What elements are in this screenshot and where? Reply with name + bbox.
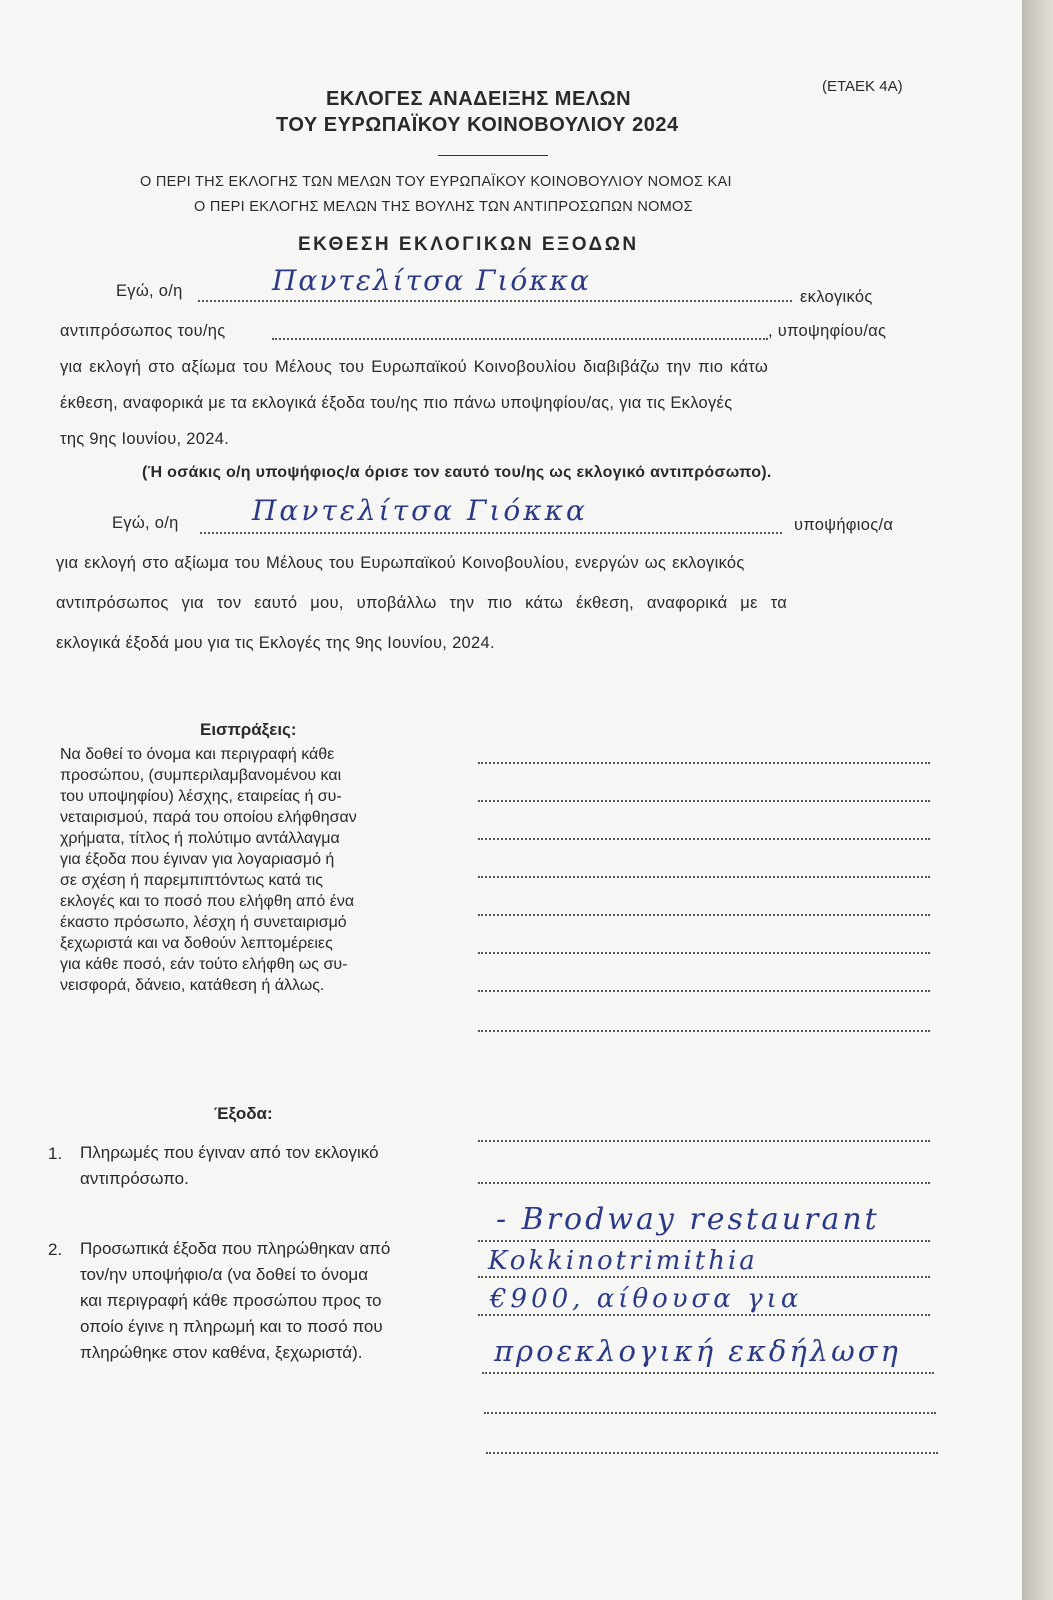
agent-name-handwritten: Παντελίτσα Γιόκκα bbox=[272, 264, 591, 297]
expense-item-2-entry-line[interactable] bbox=[482, 1372, 934, 1374]
agent-name-line[interactable] bbox=[198, 300, 792, 302]
candidate-self-name-line[interactable] bbox=[200, 532, 782, 534]
candidate-name-line[interactable] bbox=[272, 338, 768, 340]
candidate-prefix: Εγώ, ο/η bbox=[112, 514, 179, 532]
receipts-line: νεισφορά, δάνειο, κατάθεση ή άλλως. bbox=[60, 977, 325, 994]
self-agent-note: (Ή οσάκις ο/η υποψήφιος/α όρισε τον εαυτό του/ης ως εκλογικό αντιπρόσωπο). bbox=[142, 464, 772, 481]
receipts-line: του υποψηφίου) λέσχης, εταιρείας ή συ- bbox=[60, 788, 342, 805]
law-line-2: Ο ΠΕΡΙ ΕΚΛΟΓΗΣ ΜΕΛΩΝ ΤΗΣ ΒΟΥΛΗΣ ΤΩΝ ΑΝΤΙΠΡΟΣΩΠΩΝ ΝΟΜΟΣ bbox=[194, 199, 693, 215]
receipts-line: εκλογές και το ποσό που ελήφθη από ένα bbox=[60, 893, 355, 910]
agent-line3: για εκλογή στο αξίωμα του Μέλους του Ευρωπαϊκού Κοινοβουλίου διαβιβάζω την πιο κάτω bbox=[60, 358, 769, 376]
expense-item-2-line: και περιγραφή κάθε προσώπου προς το bbox=[80, 1291, 382, 1310]
expense-item-2-entry-line[interactable] bbox=[484, 1412, 936, 1414]
candidate-suffix: υποψήφιος/α bbox=[794, 516, 894, 534]
receipts-entry-line[interactable] bbox=[478, 762, 930, 764]
receipts-entry-line[interactable] bbox=[478, 1030, 930, 1032]
law-line-1: Ο ΠΕΡΙ ΤΗΣ ΕΚΛΟΓΗΣ ΤΩΝ ΜΕΛΩΝ ΤΟΥ ΕΥΡΩΠΑΪΚΟΥ ΚΟΙΝΟΒΟΥΛΙΟΥ ΝΟΜΟΣ ΚΑΙ bbox=[140, 174, 732, 190]
expense-item-1-line: αντιπρόσωπο. bbox=[80, 1169, 189, 1188]
expense-item-2-line: τον/ην υποψήφιο/α (να δοθεί το όνομα bbox=[80, 1265, 369, 1284]
expense-handwritten-line: - Brodway restaurant bbox=[496, 1202, 880, 1237]
receipts-description bbox=[60, 744, 460, 996]
receipts-line: για έξοδα που έγιναν για λογαριασμό ή bbox=[60, 851, 335, 868]
expense-item-2-line: Προσωπικά έξοδα που πληρώθηκαν από bbox=[80, 1239, 391, 1258]
candidate-line4: εκλογικά έξοδά μου για τις Εκλογές της 9ης Ιουνίου, 2024. bbox=[56, 634, 495, 652]
receipts-line: για κάθε ποσό, εάν τούτο ελήφθη ως συ- bbox=[60, 956, 348, 973]
candidate-name-handwritten: Παντελίτσα Γιόκκα bbox=[252, 494, 588, 527]
expense-item-2-entry-line[interactable] bbox=[486, 1452, 938, 1454]
agent-line2-suffix: , υποψηφίου/ας bbox=[768, 322, 887, 340]
candidate-line2: για εκλογή στο αξίωμα του Μέλους του Ευρωπαϊκού Κοινοβουλίου, ενεργών ως εκλογικός bbox=[56, 554, 745, 572]
title-divider bbox=[438, 155, 548, 156]
background-surface bbox=[1022, 0, 1053, 1600]
receipts-line: Να δοθεί το όνομα και περιγραφή κάθε bbox=[60, 746, 335, 763]
receipts-entry-line[interactable] bbox=[478, 990, 930, 992]
expense-item-2-number: 2. bbox=[48, 1240, 63, 1259]
expense-handwritten-line: προεκλογική εκδήλωση bbox=[494, 1334, 901, 1368]
receipts-entry-line[interactable] bbox=[478, 838, 930, 840]
expense-item-2-line: πληρώθηκε στον καθένα, ξεχωριστά). bbox=[80, 1343, 363, 1362]
title-line-1: ΕΚΛΟΓΕΣ ΑΝΑΔΕΙΞΗΣ ΜΕΛΩΝ bbox=[326, 88, 632, 110]
expense-handwritten-line: Kokkinotrimithia bbox=[488, 1246, 758, 1276]
receipts-line: ξεχωριστά και να δοθούν λεπτομέρειες bbox=[60, 935, 333, 952]
expense-item-1-entry-line[interactable] bbox=[478, 1182, 930, 1184]
agent-prefix: Εγώ, ο/η bbox=[116, 282, 183, 300]
expenses-heading: Έξοδα: bbox=[214, 1104, 273, 1123]
expense-item-2-line: οποίο έγινε η πληρωμή και το ποσό που bbox=[80, 1317, 383, 1336]
expense-item-2-entry-line[interactable] bbox=[478, 1240, 930, 1242]
expense-handwritten-line: €900, αίθουσα για bbox=[490, 1284, 803, 1314]
form-code: (ΕΤΑΕΚ 4Α) bbox=[822, 78, 903, 95]
agent-line5: της 9ης Ιουνίου, 2024. bbox=[60, 430, 230, 448]
expense-item-1-description bbox=[80, 1140, 379, 1192]
expense-item-1-number: 1. bbox=[48, 1144, 63, 1163]
receipts-line: χρήματα, τίτλος ή πολύτιμο αντάλλαγμα bbox=[60, 830, 340, 847]
candidate-line3: αντιπρόσωπος για τον εαυτό μου, υποβάλλω την πιο κάτω έκθεση, αναφορικά με τα bbox=[56, 594, 788, 612]
title-line-2: ΤΟΥ ΕΥΡΩΠΑΪΚΟΥ ΚΟΙΝΟΒΟΥΛΙΟΥ 2024 bbox=[276, 114, 679, 136]
receipts-line: νεταιρισμού, παρά του οποίου ελήφθησαν bbox=[60, 809, 357, 826]
report-heading: ΕΚΘΕΣΗ ΕΚΛΟΓΙΚΩΝ ΕΞΟΔΩΝ bbox=[298, 234, 639, 255]
receipts-heading: Εισπράξεις: bbox=[200, 720, 297, 739]
receipts-line: προσώπου, (συμπεριλαμβανομένου και bbox=[60, 767, 342, 784]
expense-item-2-description bbox=[80, 1236, 390, 1366]
agent-line2-prefix: αντιπρόσωπος του/ης bbox=[60, 322, 226, 340]
agent-suffix: εκλογικός bbox=[800, 288, 873, 306]
receipts-entry-line[interactable] bbox=[478, 952, 930, 954]
expense-item-1-entry-line[interactable] bbox=[478, 1140, 930, 1142]
receipts-line: έκαστο πρόσωπο, λέσχη ή συνεταιρισμό bbox=[60, 914, 347, 931]
expense-item-2-entry-line[interactable] bbox=[478, 1314, 930, 1316]
expense-item-2-entry-line[interactable] bbox=[478, 1276, 930, 1278]
receipts-line: σε σχέση ή παρεμπιπτόντως κατά τις bbox=[60, 872, 323, 889]
receipts-entry-line[interactable] bbox=[478, 914, 930, 916]
expense-item-1-line: Πληρωμές που έγιναν από τον εκλογικό bbox=[80, 1143, 379, 1162]
agent-line4: έκθεση, αναφορικά με τα εκλογικά έξοδα του/ης πιο πάνω υποψηφίου/ας, για τις Εκλογές bbox=[60, 394, 733, 412]
receipts-entry-line[interactable] bbox=[478, 876, 930, 878]
receipts-entry-line[interactable] bbox=[478, 800, 930, 802]
